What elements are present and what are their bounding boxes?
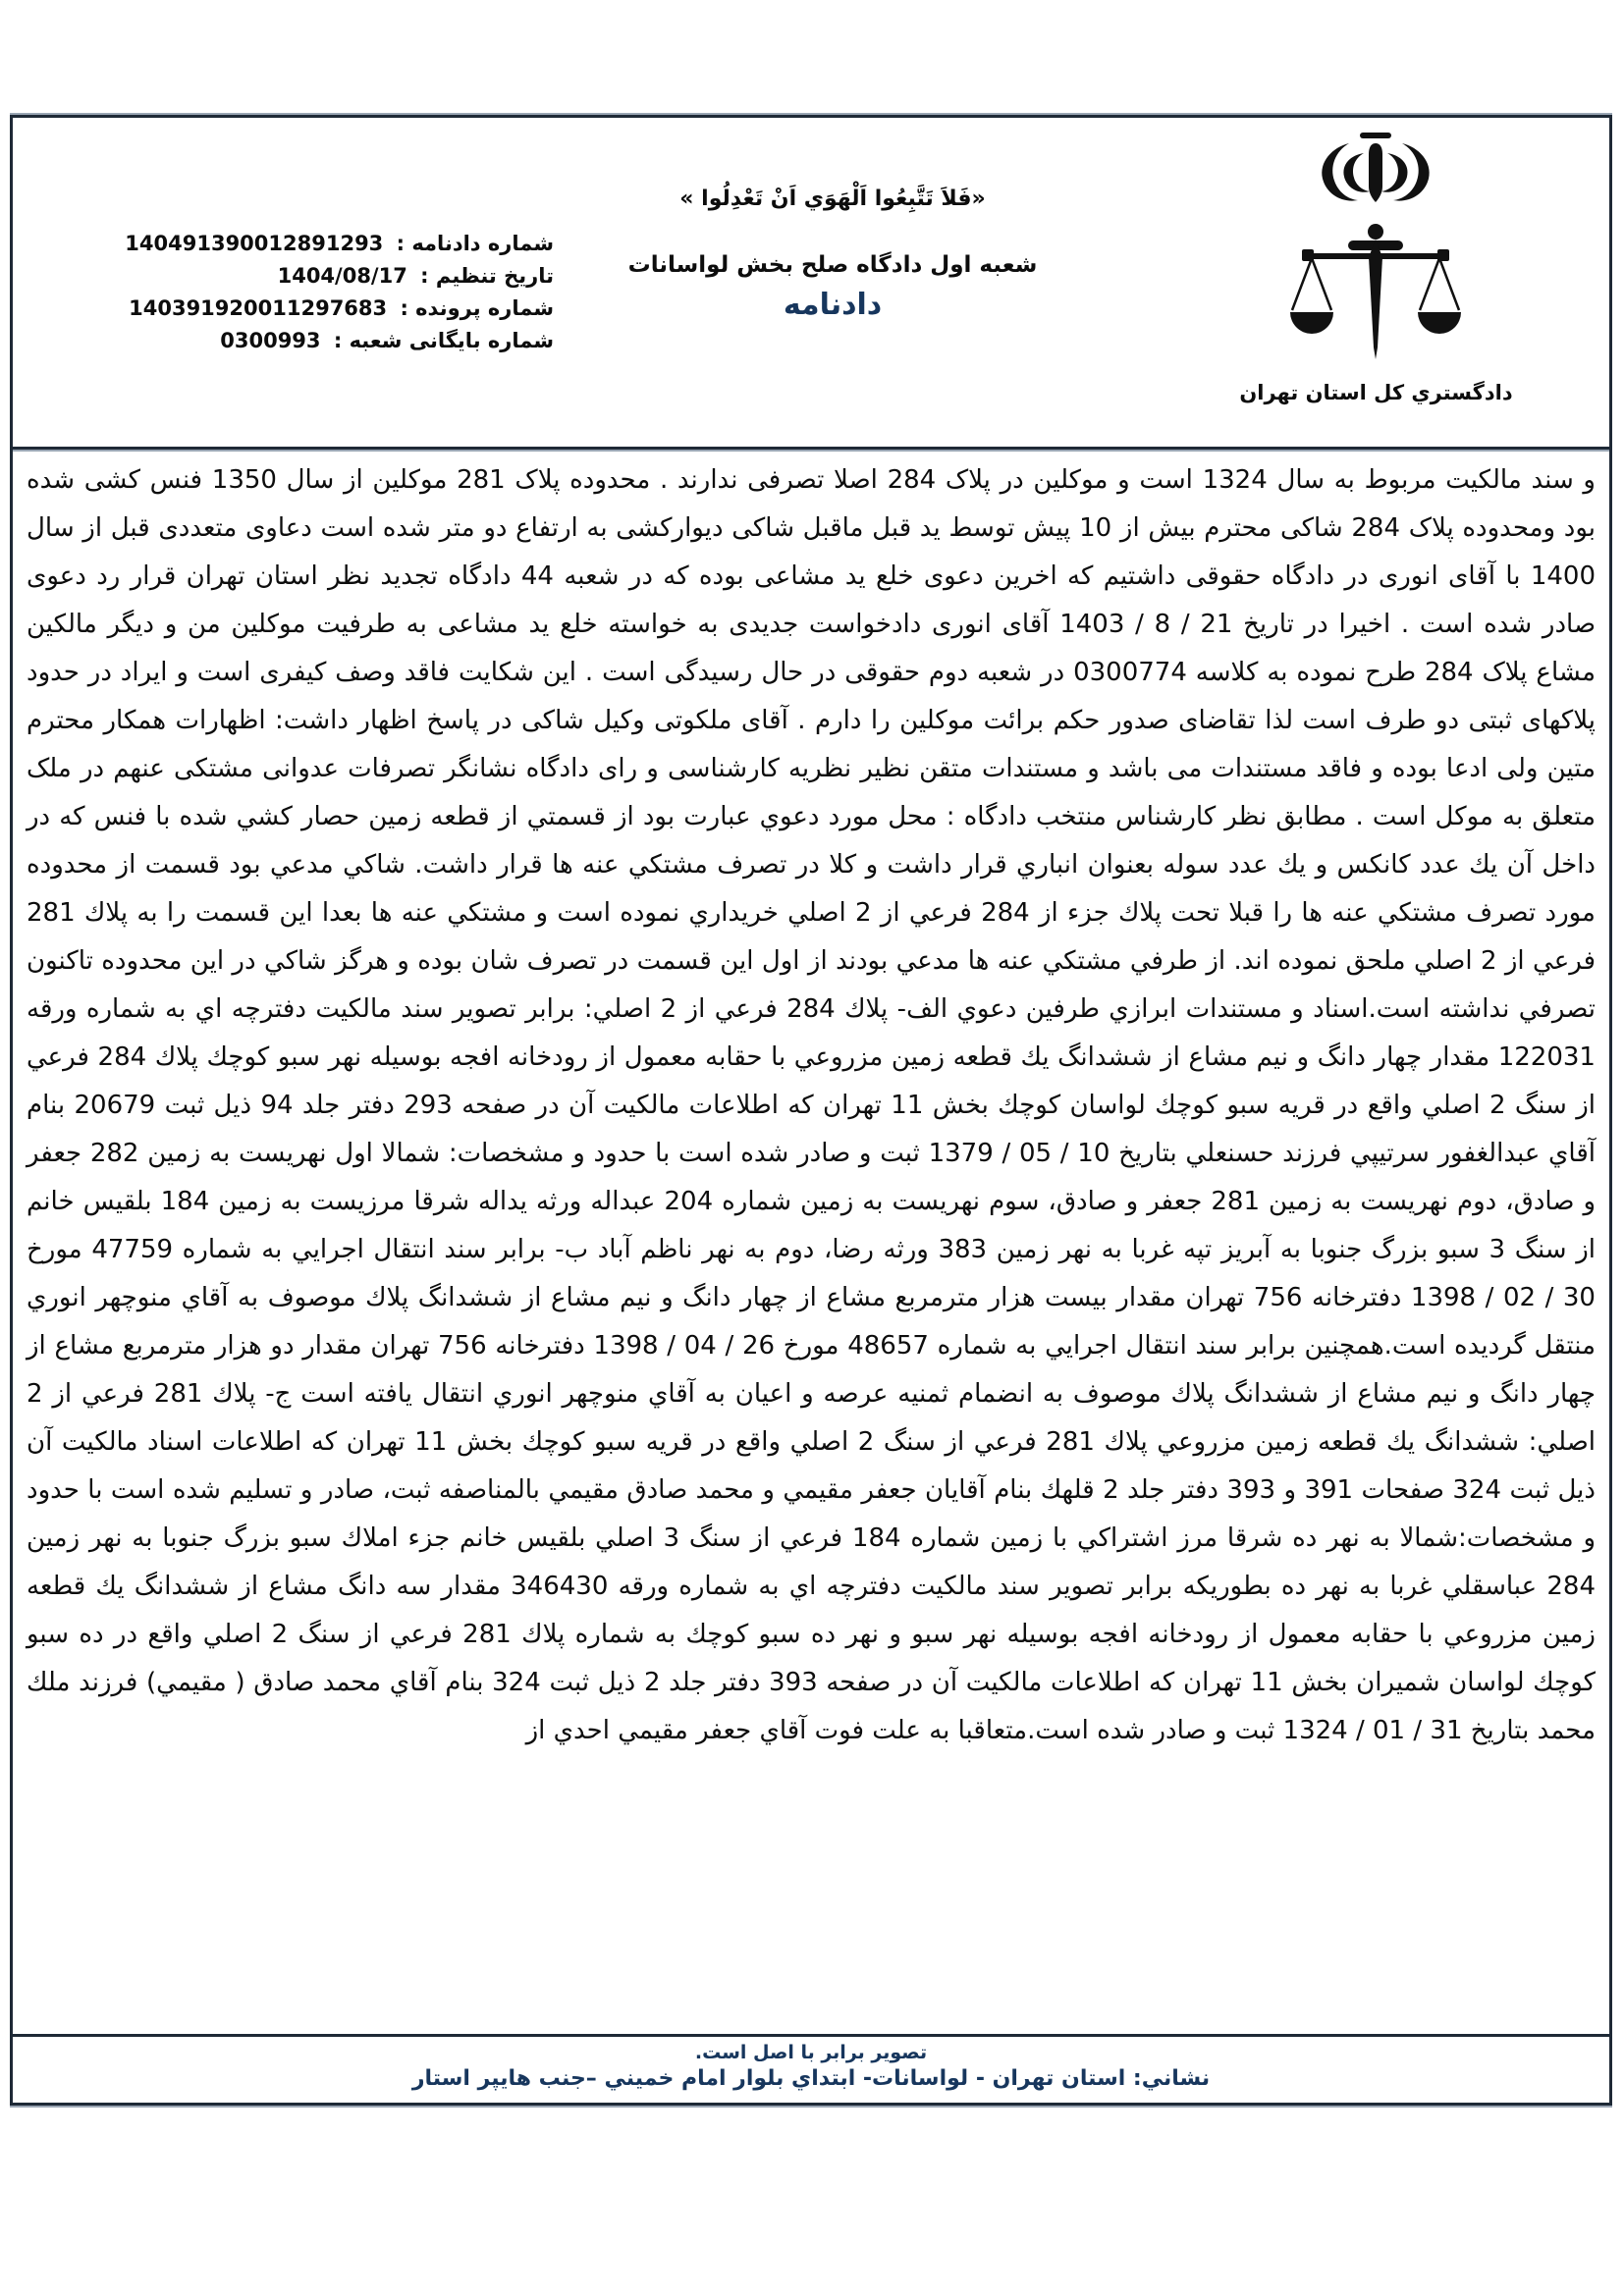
issue-date-value: 1404/08/17 bbox=[277, 264, 407, 288]
court-address: نشاني: استان تهران - لواسانات- ابتداي بلوار امام خمیني –جنب هایپر استار bbox=[411, 2066, 1211, 2091]
judgment-number-label: شماره دادنامه : bbox=[396, 232, 554, 255]
archive-number-row bbox=[125, 325, 554, 357]
scales-of-justice-icon bbox=[1290, 130, 1462, 377]
document-frame bbox=[10, 115, 1612, 2106]
judgment-number-value: 140491390012891293 bbox=[125, 232, 384, 255]
document-header bbox=[13, 118, 1609, 450]
case-number-value: 140391920011297683 bbox=[129, 296, 388, 320]
court-branch-title: شعبه اول دادگاه صلح بخش لواسانات bbox=[627, 252, 1038, 278]
header-center-block bbox=[460, 118, 1206, 322]
certified-copy-note: تصویر برابر با اصل است. bbox=[694, 2042, 928, 2063]
document-type-title: دادنامه bbox=[783, 288, 883, 322]
archive-number-value: 0300993 bbox=[220, 329, 321, 352]
issue-date-label: تاریخ تنظیم : bbox=[420, 264, 554, 288]
quran-quote: «فَلاَ تَتَّبِعُوا اَلْهَوَي اَنْ تَعْدِلُوا » bbox=[679, 187, 986, 211]
archive-number-label: شماره بایگانی شعبه : bbox=[333, 329, 554, 352]
judgment-body-section bbox=[13, 453, 1609, 2034]
case-number-label: شماره پرونده : bbox=[400, 296, 554, 320]
document-footer bbox=[13, 2034, 1609, 2103]
judgment-body-text: و سند مالکیت مربوط به سال 1324 است و موکلین در پلاک 284 اصلا تصرفی ندارند . محدوده پلاک 281 موکلین از سال 1350 فنس کشی شده بود ومحدوده پلاک 284 شاکی محترم بیش از 10 پیش توسط ید قبل ماقبل شاکی دیوارکشی به ارتفاع دو متر شده است دعاوی متعددی قبل از سال 1400 با آقای انوری در دادگاه حقوقی داشتیم که اخرین دعوی خلع ید مشاعی بوده که در شعبه 44 دادگاه تجدید نظر استان تهران قرار رد دعوی صادر شده است . اخیرا در تاریخ 21 / 8 / 1403 آقای انوری دادخواست جدیدی به خواسته خلع ید مشاعی به طرفیت موکلین من و دیگر مالکین مشاع پلاک 284 طرح نموده به کلاسه 0300774 در شعبه دوم حقوقی در حال رسیدگی است . این شکایت فاقد وصف کیفری است و ایراد در حدود پلاکهای ثبتی دو طرف است لذا تقاضای صدور حکم برائت موکلین را دارم . آقای ملکوتی وکیل شاکی در پاسخ اظهار داشت: اظهارات همکار محترم متین ولی ادعا بوده و فاقد مستندات می باشد و مستندات متقن نظیر نظریه کارشناسی و رای دادگاه نشانگر تصرفات عدوانی مشتکی عنهم در ملک متعلق به موکل است . مطابق نظر کارشناس منتخب دادگاه : محل مورد دعوي عبارت بود از قسمتي از قطعه زمین حصار کشي شده با فنس که در داخل آن یك عدد کانکس و یك عدد سوله بعنوان انباري قرار داشت و کلا در تصرف مشتکي عنه ها قرار داشت. شاکي مدعي بود قسمت از محدوده مورد تصرف مشتکي عنه ها را قبلا تحت پلاك جزء از 284 فرعي از 2 اصلي خریداري نموده است و مشتکي عنه ها بعدا این قسمت را به پلاك 281 فرعي از 2 اصلي ملحق نموده اند. از طرفي مشتکي عنه ها مدعي بودند از اول این قسمت در تصرف شان بوده و هرگز شاکي در این محدوده تاکنون تصرفي نداشته است.اسناد و مستندات ابرازي طرفین دعوي الف- پلاك 284 فرعي از 2 اصلي: برابر تصویر سند مالکیت دفترچه اي به شماره ورقه 122031 مقدار چهار دانگ و نیم مشاع از ششدانگ یك قطعه زمین مزروعي با حقابه معمول از رودخانه افجه بوسیله نهر سبو کوچك پلاك 284 فرعي از سنگ 2 اصلي واقع در قریه سبو کوچك لواسان کوچك بخش 11 تهران که اطلاعات مالکیت آن در صفحه 293 دفتر جلد 94 ذیل ثبت 20679 بنام آقاي عبدالغفور سرتیپي فرزند حسنعلي بتاریخ 10 / 05 / 1379 ثبت و صادر شده است با حدود و مشخصات: شمالا اول نهریست به زمین 282 جعفر و صادق، دوم نهریست به زمین 281 جعفر و صادق، سوم نهریست به زمین شماره 204 عبداله ورثه یداله شرقا مرزیست به زمین 184 بلقیس خانم از سنگ 3 سبو بزرگ جنوبا به آبریز تپه غربا به نهر زمین 383 ورثه رضا، دوم به نهر ناظم آباد ب- برابر سند انتقال اجرایي به شماره 47759 مورخ 30 / 02 / 1398 دفترخانه 756 تهران مقدار بیست هزار مترمربع مشاع از چهار دانگ و نیم مشاع از ششدانگ پلاك موصوف به آقاي منوچهر انوري منتقل گردیده است.همچنین برابر سند انتقال اجرایي به شماره 48657 مورخ 26 / 04 / 1398 دفترخانه 756 تهران مقدار دو هزار مترمربع مشاع از چهار دانگ و نیم مشاع از ششدانگ پلاك موصوف به انضمام ثمنیه عرصه و اعیان به آقاي منوچهر انوري انتقال یافته است ج- پلاك 281 فرعي از 2 اصلي: ششدانگ یك قطعه زمین مزروعي پلاك 281 فرعي از سنگ 2 اصلي واقع در قریه سبو کوچك بخش 11 تهران که اطلاعات اسناد مالکیت آن ذیل ثبت 324 صفحات 391 و 393 دفتر جلد 2 قلهك بنام آقایان جعفر مقیمي و محمد صادق مقیمي بالمناصفه ثبت، صادر و تسلیم شده است با حدود و مشخصات:شمالا به نهر ده شرقا مرز اشتراکي با زمین شماره 184 فرعي از سنگ 3 اصلي بلقیس خانم جزء املاك سبو بزرگ جنوبا به نهر زمین 284 عباسقلي غربا به نهر ده بطوریکه برابر تصویر سند مالکیت دفترچه اي به شماره ورقه 346430 مقدار سه دانگ مشاع از ششدانگ یك قطعه زمین مزروعي با حقابه معمول از رودخانه افجه بوسیله نهر سبو و نهر ده سبو کوچك به شماره پلاك 281 فرعي از سنگ 2 اصلي واقع در ده سبو کوچك لواسان شمیران بخش 11 تهران که اطلاعات مالکیت آن در صفحه 393 دفتر جلد 2 ذیل ثبت 324 بنام آقاي محمد صادق ( مقیمي) فرزند ملك محمد بتاریخ 31 / 01 / 1324 ثبت و صادر شده است.متعاقبا به علت فوت آقاي جعفر مقیمي احدي از bbox=[27, 465, 1597, 1745]
judiciary-logo-block bbox=[1212, 130, 1541, 404]
judiciary-name-caption: دادگستري کل استان تهران bbox=[1239, 381, 1513, 404]
